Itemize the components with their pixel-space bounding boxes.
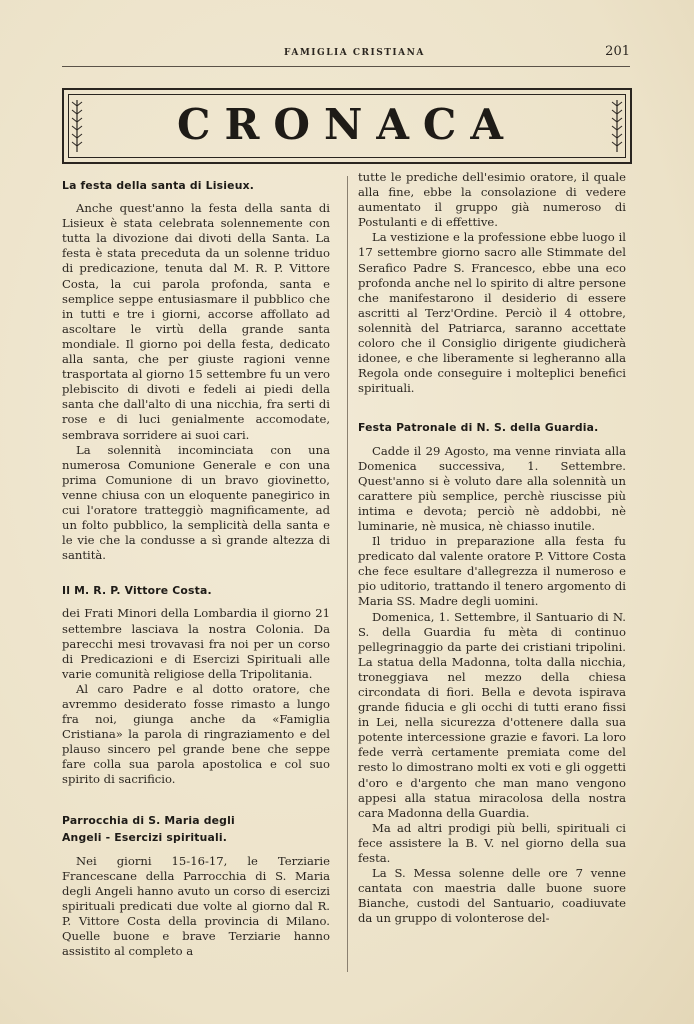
- paragraph: Nei giorni 15-16-17, le Terziarie Francescane della Parrocchia di S. Maria degli Angeli hanno avuto un corso di esercizi spirituali predicati due volte al giorno dal R. P. Vittore Costa della provincia di Milano. Quelle buone e brave Terziarie hanno assistito al completo a: [62, 853, 330, 959]
- paragraph: Domenica, 1. Settembre, il Santuario di N. S. della Guardia fu mèta di continuo pellegrinaggio da parte dei cristiani tripolini. La statua della Madonna, tolta dalla nicchia, troneggiava nel mezzo della chiesa circondata di fiori. Bella e devota ispirava grande fiducia e gli occhi di tutti erano fissi in Lei, nella sicurezza d'ottenere dalla sua potente intercessione grazie e favori. La loro fede verrà certamente premiata come del resto lo dimostrano molti ex voti e gli oggetti d'oro e d'argento che man mano vengono appesi alla statua miracolosa della nostra cara Madonna della Guardia.: [358, 609, 626, 820]
- paragraph: tutte le prediche dell'esimio oratore, il quale alla fine, ebbe la consolazione di vedere aumentato il gruppo già numeroso di Postulanti e di effettive.: [358, 170, 626, 230]
- page-number: 201: [605, 44, 630, 59]
- section-heading: Il M. R. P. Vittore Costa.: [62, 584, 212, 598]
- banner-title: CRONACA: [177, 100, 517, 149]
- page-header: [62, 46, 632, 66]
- paragraph: La S. Messa solenne delle ore 7 venne cantata con maestria dalle buone suore Bianche, custodi del Santuario, coadiuvate da un gruppo di volonterose del-: [358, 866, 626, 926]
- right-column: [358, 170, 626, 927]
- paragraph: Anche quest'anno la festa della santa di Lisieux è stata celebrata solennemente con tutta la divozione dai divoti della Santa. La festa è stata preceduta da un solenne triduo di predicazione, tenuta dal M. R. P. Vittore Costa, la cui parola profonda, santa e semplice seppe entusiasmare il pubblico che in tutti e tre i giorni, accorse affollato ad ascoltare le virtù della grande santa mondiale. Il giorno poi della festa, dedicato alla santa, che per giuste ragioni venne trasportata al giorno 15 settembre fu un vero plebiscito di divoti e fedeli ai piedi della santa che dall'alto di una nicchia, fra serti di rose e di luci genialmente accomodate, sembrava sorridere ai suoi cari.: [62, 201, 330, 442]
- section-heading-line: Parrocchia di S. Maria degli: [62, 813, 235, 827]
- section-heading-line: Angeli - Esercizi spirituali.: [62, 830, 228, 844]
- paragraph: La vestizione e la professione ebbe luogo il 17 settembre giorno sacro alle Stimmate del Serafico Padre S. Francesco, ebbe una eco profonda anche nel lo spirito di altre persone che manifestarono il desiderio di essere ascritti al Terz'Ordine. Perciò il 4 ottobre, solennità del Patriarca, saranno accettate coloro che il Consiglio dirigente giudicherà idonee, e che liberamente si legheranno alla Regola onde conseguire i molteplici benefici spirituali.: [358, 230, 626, 396]
- paragraph: Al caro Padre e al dotto oratore, che avremmo desiderato fosse rimasto a lungo fra noi, giunga anche da «Famiglia Cristiana» la parola di ringraziamento e del plauso sincero pel grande bene che seppe fare colla sua parola apostolica e col suo spirito di sacrificio.: [62, 681, 330, 787]
- paragraph: dei Frati Minori della Lombardia il giorno 21 settembre lasciava la nostra Colonia. Da parecchi mesi trovavasi fra noi per un corso di Predicazioni e di Esercizi Spirituali alle varie comunità religiose della Tripolitania.: [62, 606, 330, 681]
- paragraph: Cadde il 29 Agosto, ma venne rinviata alla Domenica successiva, 1. Settembre. Quest'anno si è voluto dare alla solennità un carattere più semplice, perchè riuscisse più intima e devota; perciò nè addobbi, nè luminarie, nè musica, nè chiasso inutile.: [358, 443, 626, 533]
- paragraph: Il triduo in preparazione alla festa fu predicato dal valente oratore P. Vittore Costa che fece esultare d'allegrezza il numeroso e pio uditorio, trattando il tenero argomento di Maria SS. Madre degli uomini.: [358, 534, 626, 609]
- column-divider: [347, 176, 348, 972]
- section-banner: [62, 88, 632, 164]
- section-heading: Festa Patronale di N. S. della Guardia.: [358, 421, 599, 435]
- paragraph: La solennità incominciata con una numerosa Comunione Generale e con una prima Comunione di un bravo giovinetto, venne chiusa con un eloquente panegirico in cui l'oratore tratteggiò magnificamente, ad un folto pubblico, la semplicità della santa e le vie che la condusse a sì grande altezza di santità.: [62, 442, 330, 563]
- section-heading: La festa della santa di Lisieux.: [62, 179, 255, 192]
- paragraph: Ma ad altri prodigi più belli, spirituali ci fece assistere la B. V. nel giorno della sua festa.: [358, 820, 626, 866]
- running-head: FAMIGLIA CRISTIANA: [284, 48, 425, 58]
- header-rule: [62, 66, 630, 67]
- left-column: [62, 170, 330, 959]
- wheat-ornament-icon: [610, 98, 624, 154]
